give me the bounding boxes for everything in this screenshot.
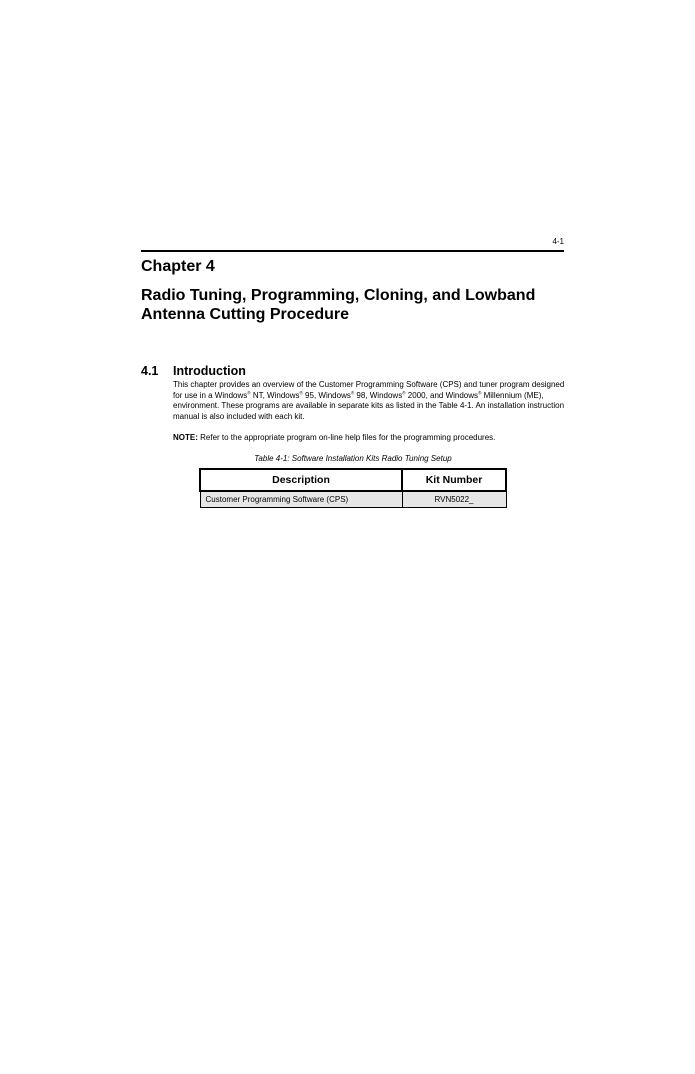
registered-mark: ® [350, 389, 355, 395]
column-header-kit-number: Kit Number [402, 469, 506, 491]
paragraph-text: NT, Windows [250, 390, 300, 400]
paragraph-text: This chapter provides an overview of the Customer Programming Software (CPS) and tuner program designed for use in a Windows [173, 380, 565, 400]
paragraph-text: Millennium (ME), environment. These programs are available in separate kits as listed in the Table 4-1. An installation instruction manual is also included with each kit. [173, 390, 565, 421]
cell-description: Customer Programming Software (CPS) [200, 491, 402, 508]
registered-mark: ® [402, 389, 406, 395]
column-header-description: Description [200, 469, 402, 491]
chapter-label: Chapter 4 [141, 258, 215, 275]
table-row [200, 491, 506, 508]
paragraph-text: 2000, and Windows [405, 390, 479, 400]
chapter-title: Radio Tuning, Programming, Cloning, and Lowband Antenna Cutting Procedure [141, 287, 536, 323]
paragraph-text: 98, Windows [354, 390, 403, 400]
section-number: 4.1 [141, 364, 159, 378]
header-rule [141, 250, 564, 252]
paragraph-text: 95, Windows [302, 390, 351, 400]
note [173, 433, 568, 444]
registered-mark: ® [247, 389, 251, 395]
table-caption: Table 4-1: Software Installation Kits Radio Tuning Setup [254, 454, 452, 463]
registered-mark: ® [299, 389, 303, 395]
page-number: 4-1 [552, 237, 564, 246]
note-label: NOTE: [173, 433, 198, 442]
cell-kit-number: RVN5022_ [402, 491, 506, 508]
table-header-row [200, 469, 506, 491]
kits-table [199, 468, 507, 508]
note-text: Refer to the appropriate program on-line help files for the programming procedures. [197, 433, 496, 442]
registered-mark: ® [478, 389, 482, 395]
section-title: Introduction [173, 364, 246, 378]
intro-paragraph [173, 380, 568, 422]
